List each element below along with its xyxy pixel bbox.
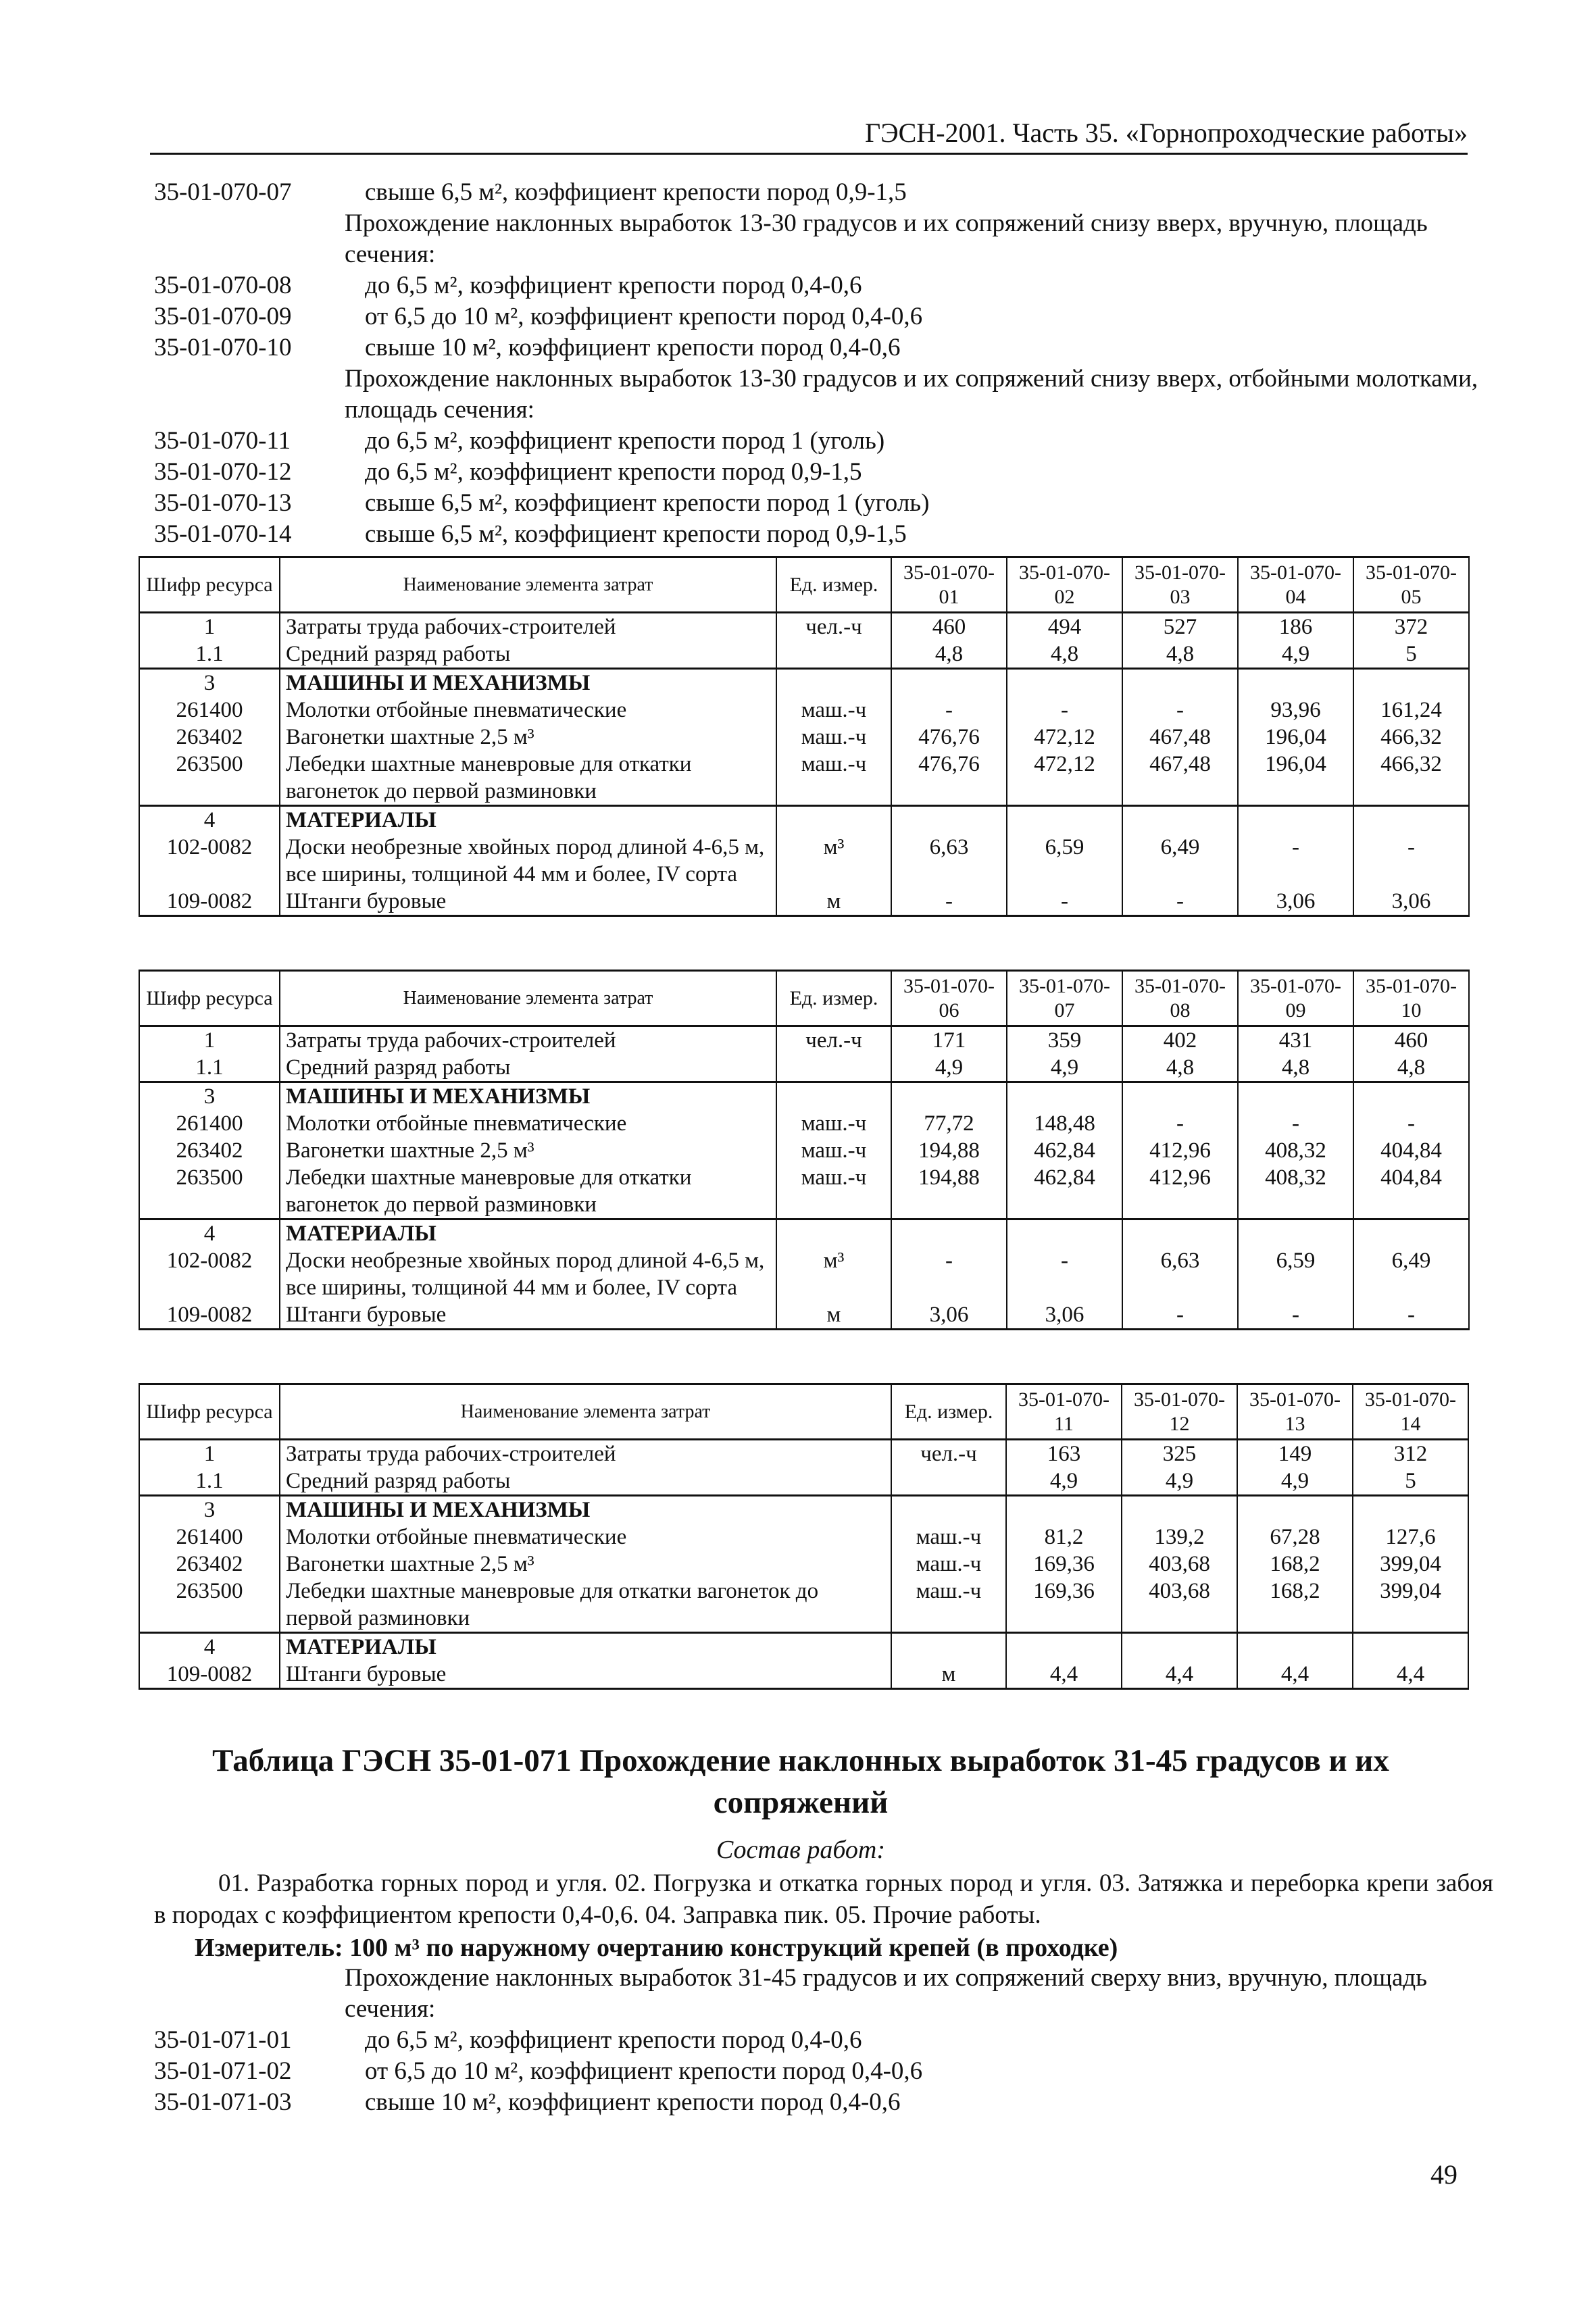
table-row bbox=[139, 640, 1469, 669]
column-header-name: Наименование элемента затрат bbox=[280, 557, 776, 613]
column-header-code: Шифр ресурса bbox=[139, 557, 280, 613]
cell-code: 263402 bbox=[139, 1137, 280, 1164]
cell-code: 261400 bbox=[139, 1524, 280, 1551]
cell-value: 4,4 bbox=[1122, 1661, 1237, 1689]
column-header-unit: Ед. измер. bbox=[776, 971, 891, 1026]
cell-value bbox=[1238, 806, 1353, 834]
cell-value: - bbox=[1122, 888, 1238, 916]
table-row bbox=[139, 1137, 1469, 1164]
cell-unit bbox=[776, 669, 891, 697]
cell-value: 127,6 bbox=[1353, 1524, 1468, 1551]
cell-unit: чел.-ч bbox=[891, 1440, 1006, 1468]
cell-code: 263500 bbox=[139, 751, 280, 806]
cell-unit bbox=[891, 1496, 1006, 1524]
cell-value: - bbox=[1353, 1110, 1469, 1137]
cell-value bbox=[1007, 669, 1122, 697]
cell-code: 263500 bbox=[139, 1578, 280, 1633]
item-code: 35-01-070-14 bbox=[154, 520, 292, 548]
cell-value: - bbox=[1007, 1247, 1122, 1301]
cell-value: - bbox=[891, 697, 1007, 724]
column-header-unit: Ед. измер. bbox=[776, 557, 891, 613]
cell-value: 472,12 bbox=[1007, 751, 1122, 806]
cell-value: 169,36 bbox=[1006, 1551, 1122, 1578]
cell-value: - bbox=[1007, 697, 1122, 724]
cell-value: 4,9 bbox=[1122, 1467, 1237, 1496]
cell-value: 476,76 bbox=[891, 751, 1007, 806]
table-row-group bbox=[139, 669, 1469, 806]
cell-value: 4,8 bbox=[1007, 640, 1122, 669]
item-group-heading: Прохождение наклонных выработок 13-30 градусов и их сопряжений снизу вверх, вручную, площадь сечения: bbox=[345, 209, 1428, 268]
cell-unit: маш.-ч bbox=[776, 1110, 891, 1137]
cell-value: - bbox=[1353, 1301, 1469, 1330]
cell-value bbox=[1353, 1219, 1469, 1248]
cell-value bbox=[891, 669, 1007, 697]
cell-value: 4,9 bbox=[1237, 1467, 1353, 1496]
cell-value: 408,32 bbox=[1238, 1137, 1353, 1164]
item-description: свыше 6,5 м², коэффициент крепости пород 0,9-1,5 bbox=[365, 520, 907, 548]
table-row bbox=[139, 1661, 1468, 1689]
cell-name: МАШИНЫ И МЕХАНИЗМЫ bbox=[280, 1496, 891, 1524]
item-group-heading: Прохождение наклонных выработок 31-45 градусов и их сопряжений сверху вниз, вручную, площадь сечения: bbox=[345, 1964, 1428, 2023]
cell-code: 261400 bbox=[139, 697, 280, 724]
cell-value: - bbox=[1238, 1110, 1353, 1137]
cell-value: 168,2 bbox=[1237, 1578, 1353, 1633]
cell-value: 4,9 bbox=[1007, 1054, 1122, 1082]
cell-name: Молотки отбойные пневматические bbox=[280, 1110, 776, 1137]
cell-value: 462,84 bbox=[1007, 1164, 1122, 1219]
table-row bbox=[139, 1026, 1469, 1055]
cell-value: 168,2 bbox=[1237, 1551, 1353, 1578]
cell-value bbox=[1122, 1633, 1237, 1661]
cell-code: 4 bbox=[139, 1219, 280, 1248]
item-code: 35-01-071-01 bbox=[154, 2026, 292, 2054]
column-header-norm: 35-01-070-12 bbox=[1122, 1384, 1237, 1440]
table-row bbox=[139, 888, 1469, 916]
item-code: 35-01-070-11 bbox=[154, 427, 291, 455]
cell-value bbox=[891, 1219, 1007, 1248]
cell-unit: чел.-ч bbox=[776, 1026, 891, 1055]
column-header-norm: 35-01-070-06 bbox=[891, 971, 1007, 1026]
cell-value: 412,96 bbox=[1122, 1137, 1238, 1164]
cell-code: 1.1 bbox=[139, 1467, 280, 1496]
cell-name: Затраты труда рабочих-строителей bbox=[280, 1440, 891, 1468]
cell-unit: чел.-ч bbox=[776, 613, 891, 641]
column-header-norm: 35-01-070-11 bbox=[1006, 1384, 1122, 1440]
cell-name: Средний разряд работы bbox=[280, 1467, 891, 1496]
composition-text: 01. Разработка горных пород и угля. 02. Погрузка и откатка горных пород и угля. 03. Затяжка и переборка крепи забоя в породах с коэффициентом крепости 0,4-0,6. 04. Заправка пик. 05. Прочие работы. bbox=[154, 1869, 1493, 1929]
item-description: до 6,5 м², коэффициент крепости пород 1 (уголь) bbox=[365, 427, 885, 455]
cell-name: Вагонетки шахтные 2,5 м³ bbox=[280, 724, 776, 751]
cell-value: 196,04 bbox=[1238, 724, 1353, 751]
cell-value bbox=[1006, 1496, 1122, 1524]
cell-value: - bbox=[1238, 1301, 1353, 1330]
cell-value: 3,06 bbox=[1238, 888, 1353, 916]
cell-name: Затраты труда рабочих-строителей bbox=[280, 1026, 776, 1055]
column-header-norm: 35-01-070-05 bbox=[1353, 557, 1469, 613]
cell-unit bbox=[776, 1082, 891, 1111]
column-header-norm: 35-01-070-09 bbox=[1238, 971, 1353, 1026]
cell-unit bbox=[891, 1633, 1006, 1661]
cell-value: 196,04 bbox=[1238, 751, 1353, 806]
table-row bbox=[139, 1247, 1469, 1301]
item-description: от 6,5 до 10 м², коэффициент крепости пород 0,4-0,6 bbox=[365, 2057, 923, 2085]
cell-value bbox=[1238, 669, 1353, 697]
cell-value bbox=[1007, 806, 1122, 834]
cell-value: - bbox=[1122, 697, 1238, 724]
cell-code: 263402 bbox=[139, 1551, 280, 1578]
cell-unit: маш.-ч bbox=[776, 1137, 891, 1164]
cell-value: 6,49 bbox=[1353, 1247, 1469, 1301]
item-description: свыше 10 м², коэффициент крепости пород 0,4-0,6 bbox=[365, 334, 901, 361]
cell-name: Штанги буровые bbox=[280, 1661, 891, 1689]
cell-code: 1.1 bbox=[139, 1054, 280, 1082]
cell-value bbox=[1353, 1082, 1469, 1111]
table-row-group bbox=[139, 1082, 1469, 1219]
item-group-heading: Прохождение наклонных выработок 13-30 градусов и их сопряжений снизу вверх, отбойными молотками, площадь сечения: bbox=[345, 365, 1478, 424]
cell-name: Лебедки шахтные маневровые для откатки вагонеток до первой разминовки bbox=[280, 1578, 891, 1633]
cell-name: Лебедки шахтные маневровые для откатки вагонеток до первой разминовки bbox=[280, 1164, 776, 1219]
item-code: 35-01-070-08 bbox=[154, 272, 292, 299]
cell-name: МАТЕРИАЛЫ bbox=[280, 1633, 891, 1661]
cell-value: 4,9 bbox=[1006, 1467, 1122, 1496]
cell-name: Штанги буровые bbox=[280, 888, 776, 916]
cell-value bbox=[1122, 669, 1238, 697]
table-row bbox=[139, 1578, 1468, 1633]
table-row-group bbox=[139, 1496, 1468, 1633]
cell-value: 472,12 bbox=[1007, 724, 1122, 751]
column-header-name: Наименование элемента затрат bbox=[280, 1384, 891, 1440]
cell-value: 466,32 bbox=[1353, 724, 1469, 751]
table-row bbox=[139, 1219, 1469, 1248]
cell-value: - bbox=[1238, 834, 1353, 888]
column-header-name: Наименование элемента затрат bbox=[280, 971, 776, 1026]
resource-table bbox=[139, 1383, 1469, 1690]
cell-code: 261400 bbox=[139, 1110, 280, 1137]
composition-heading: Состав работ: bbox=[716, 1836, 886, 1864]
cell-value: 194,88 bbox=[891, 1164, 1007, 1219]
cell-value: 4,8 bbox=[1122, 640, 1238, 669]
item-description: свыше 10 м², коэффициент крепости пород 0,4-0,6 bbox=[365, 2088, 901, 2116]
item-description: свыше 6,5 м², коэффициент крепости пород 0,9-1,5 bbox=[365, 178, 907, 206]
cell-value bbox=[1237, 1633, 1353, 1661]
table-row bbox=[139, 834, 1469, 888]
resource-table bbox=[139, 970, 1470, 1330]
cell-value: 6,63 bbox=[1122, 1247, 1238, 1301]
cell-unit: маш.-ч bbox=[776, 751, 891, 806]
column-header-norm: 35-01-070-01 bbox=[891, 557, 1007, 613]
cell-unit bbox=[891, 1467, 1006, 1496]
cell-value: 3,06 bbox=[1007, 1301, 1122, 1330]
cell-value: 6,59 bbox=[1238, 1247, 1353, 1301]
cell-value: - bbox=[891, 888, 1007, 916]
page-header: ГЭСН-2001. Часть 35. «Горнопроходческие работы» bbox=[150, 114, 1468, 155]
cell-value: 467,48 bbox=[1122, 751, 1238, 806]
cell-value: 412,96 bbox=[1122, 1164, 1238, 1219]
cell-name: МАТЕРИАЛЫ bbox=[280, 806, 776, 834]
cell-name: МАШИНЫ И МЕХАНИЗМЫ bbox=[280, 1082, 776, 1111]
cell-name: Доски необрезные хвойных пород длиной 4-6,5 м, все ширины, толщиной 44 мм и более, IV сорта bbox=[280, 1247, 776, 1301]
cell-value: 6,49 bbox=[1122, 834, 1238, 888]
cell-value bbox=[1122, 1496, 1237, 1524]
column-header-norm: 35-01-070-07 bbox=[1007, 971, 1122, 1026]
resource-table bbox=[139, 556, 1470, 917]
cell-value: 139,2 bbox=[1122, 1524, 1237, 1551]
table-row bbox=[139, 1110, 1469, 1137]
table-row bbox=[139, 1054, 1469, 1082]
cell-value: 404,84 bbox=[1353, 1137, 1469, 1164]
cell-value: 3,06 bbox=[1353, 888, 1469, 916]
item-description: свыше 6,5 м², коэффициент крепости пород 1 (уголь) bbox=[365, 489, 930, 517]
cell-code: 102-0082 bbox=[139, 1247, 280, 1301]
column-header-code: Шифр ресурса bbox=[139, 1384, 280, 1440]
table-row bbox=[139, 1633, 1468, 1661]
cell-name: Молотки отбойные пневматические bbox=[280, 1524, 891, 1551]
cell-value bbox=[1007, 1082, 1122, 1111]
cell-value: 4,8 bbox=[1238, 1054, 1353, 1082]
cell-value: 4,8 bbox=[891, 640, 1007, 669]
cell-value: - bbox=[1353, 834, 1469, 888]
table-row bbox=[139, 1524, 1468, 1551]
cell-value: - bbox=[1007, 888, 1122, 916]
column-header-code: Шифр ресурса bbox=[139, 971, 280, 1026]
cell-value bbox=[1006, 1633, 1122, 1661]
cell-value: 402 bbox=[1122, 1026, 1238, 1055]
cell-value: 5 bbox=[1353, 640, 1469, 669]
cell-value: 161,24 bbox=[1353, 697, 1469, 724]
table-row bbox=[139, 1082, 1469, 1111]
column-header-norm: 35-01-070-04 bbox=[1238, 557, 1353, 613]
cell-unit bbox=[776, 1054, 891, 1082]
cell-unit bbox=[776, 806, 891, 834]
cell-value: 186 bbox=[1238, 613, 1353, 641]
cell-value: 4,4 bbox=[1006, 1661, 1122, 1689]
cell-unit: маш.-ч bbox=[891, 1578, 1006, 1633]
column-header-norm: 35-01-070-03 bbox=[1122, 557, 1238, 613]
cell-value: 169,36 bbox=[1006, 1578, 1122, 1633]
table-row bbox=[139, 1551, 1468, 1578]
table-row bbox=[139, 697, 1469, 724]
cell-name: Средний разряд работы bbox=[280, 640, 776, 669]
cell-value: - bbox=[891, 1247, 1007, 1301]
cell-name: Молотки отбойные пневматические bbox=[280, 697, 776, 724]
cell-name: Вагонетки шахтные 2,5 м³ bbox=[280, 1137, 776, 1164]
cell-unit: маш.-ч bbox=[776, 1164, 891, 1219]
table-row bbox=[139, 1467, 1468, 1496]
cell-code: 1.1 bbox=[139, 640, 280, 669]
cell-code: 1 bbox=[139, 1026, 280, 1055]
cell-value: 460 bbox=[891, 613, 1007, 641]
cell-code: 1 bbox=[139, 613, 280, 641]
item-code: 35-01-070-13 bbox=[154, 489, 292, 517]
cell-value bbox=[1237, 1496, 1353, 1524]
cell-code: 109-0082 bbox=[139, 888, 280, 916]
cell-value: - bbox=[1122, 1110, 1238, 1137]
cell-value: 460 bbox=[1353, 1026, 1469, 1055]
cell-value: 149 bbox=[1237, 1440, 1353, 1468]
column-header-norm: 35-01-070-02 bbox=[1007, 557, 1122, 613]
cell-value: 194,88 bbox=[891, 1137, 1007, 1164]
cell-value bbox=[1238, 1219, 1353, 1248]
cell-name: Вагонетки шахтные 2,5 м³ bbox=[280, 1551, 891, 1578]
cell-unit: маш.-ч bbox=[776, 697, 891, 724]
table-row bbox=[139, 724, 1469, 751]
cell-value: 4,9 bbox=[891, 1054, 1007, 1082]
cell-unit: м bbox=[891, 1661, 1006, 1689]
cell-value bbox=[1238, 1082, 1353, 1111]
cell-code: 109-0082 bbox=[139, 1661, 280, 1689]
cell-name: Затраты труда рабочих-строителей bbox=[280, 613, 776, 641]
cell-value: 494 bbox=[1007, 613, 1122, 641]
cell-unit: маш.-ч bbox=[891, 1524, 1006, 1551]
cell-name: МАТЕРИАЛЫ bbox=[280, 1219, 776, 1248]
cell-value: 399,04 bbox=[1353, 1551, 1468, 1578]
table-row-group bbox=[139, 1633, 1468, 1689]
column-header-norm: 35-01-070-10 bbox=[1353, 971, 1469, 1026]
table-row bbox=[139, 613, 1469, 641]
item-code: 35-01-070-12 bbox=[154, 458, 292, 486]
cell-unit bbox=[776, 1219, 891, 1248]
cell-value: 4,8 bbox=[1353, 1054, 1469, 1082]
cell-value bbox=[1353, 1633, 1468, 1661]
table-row bbox=[139, 669, 1469, 697]
cell-name: Штанги буровые bbox=[280, 1301, 776, 1330]
cell-value: 527 bbox=[1122, 613, 1238, 641]
cell-name: Доски необрезные хвойных пород длиной 4-6,5 м, все ширины, толщиной 44 мм и более, IV сорта bbox=[280, 834, 776, 888]
table-row-group bbox=[139, 806, 1469, 916]
item-code: 35-01-070-07 bbox=[154, 178, 292, 206]
cell-code: 102-0082 bbox=[139, 834, 280, 888]
table-row bbox=[139, 751, 1469, 806]
cell-value bbox=[1007, 1219, 1122, 1248]
cell-unit: м bbox=[776, 888, 891, 916]
cell-code: 263500 bbox=[139, 1164, 280, 1219]
cell-value: 67,28 bbox=[1237, 1524, 1353, 1551]
item-description: до 6,5 м², коэффициент крепости пород 0,4-0,6 bbox=[365, 272, 862, 299]
table-row bbox=[139, 806, 1469, 834]
item-description: от 6,5 до 10 м², коэффициент крепости пород 0,4-0,6 bbox=[365, 303, 923, 330]
cell-code: 1 bbox=[139, 1440, 280, 1468]
cell-code: 109-0082 bbox=[139, 1301, 280, 1330]
table-row-group bbox=[139, 613, 1469, 669]
table-row-group bbox=[139, 1440, 1468, 1496]
cell-value: 325 bbox=[1122, 1440, 1237, 1468]
table-row-group bbox=[139, 1026, 1469, 1082]
cell-value: 399,04 bbox=[1353, 1578, 1468, 1633]
cell-value: 359 bbox=[1007, 1026, 1122, 1055]
cell-value bbox=[1353, 669, 1469, 697]
cell-value bbox=[1122, 806, 1238, 834]
cell-value: 4,8 bbox=[1122, 1054, 1238, 1082]
cell-value: 403,68 bbox=[1122, 1551, 1237, 1578]
cell-unit: маш.-ч bbox=[891, 1551, 1006, 1578]
cell-value bbox=[1353, 806, 1469, 834]
cell-value: - bbox=[1122, 1301, 1238, 1330]
cell-name: МАШИНЫ И МЕХАНИЗМЫ bbox=[280, 669, 776, 697]
cell-value: 4,9 bbox=[1238, 640, 1353, 669]
cell-value: 476,76 bbox=[891, 724, 1007, 751]
cell-name: Средний разряд работы bbox=[280, 1054, 776, 1082]
column-header-norm: 35-01-070-08 bbox=[1122, 971, 1238, 1026]
cell-value: 462,84 bbox=[1007, 1137, 1122, 1164]
cell-value: 4,4 bbox=[1353, 1661, 1468, 1689]
item-code: 35-01-070-10 bbox=[154, 334, 292, 361]
cell-value: 81,2 bbox=[1006, 1524, 1122, 1551]
cell-value: 372 bbox=[1353, 613, 1469, 641]
cell-code: 3 bbox=[139, 1082, 280, 1111]
cell-value: 5 bbox=[1353, 1467, 1468, 1496]
cell-value: 6,63 bbox=[891, 834, 1007, 888]
cell-value: 163 bbox=[1006, 1440, 1122, 1468]
column-header-norm: 35-01-070-14 bbox=[1353, 1384, 1468, 1440]
cell-value: 171 bbox=[891, 1026, 1007, 1055]
cell-value bbox=[891, 806, 1007, 834]
item-code: 35-01-071-03 bbox=[154, 2088, 292, 2116]
cell-value: 403,68 bbox=[1122, 1578, 1237, 1633]
cell-value: 93,96 bbox=[1238, 697, 1353, 724]
cell-unit: м³ bbox=[776, 834, 891, 888]
item-code: 35-01-071-02 bbox=[154, 2057, 292, 2085]
item-description: до 6,5 м², коэффициент крепости пород 0,9-1,5 bbox=[365, 458, 862, 486]
page-number: 49 bbox=[1430, 2159, 1457, 2190]
table-row bbox=[139, 1440, 1468, 1468]
item-code: 35-01-070-09 bbox=[154, 303, 292, 330]
cell-code: 3 bbox=[139, 1496, 280, 1524]
cell-name: Лебедки шахтные маневровые для откатки вагонеток до первой разминовки bbox=[280, 751, 776, 806]
cell-unit: м³ bbox=[776, 1247, 891, 1301]
cell-value bbox=[1122, 1082, 1238, 1111]
section-title: Таблица ГЭСН 35-01-071 Прохождение наклонных выработок 31-45 градусов и их сопряжений bbox=[212, 1743, 1389, 1820]
cell-code: 4 bbox=[139, 806, 280, 834]
cell-code: 3 bbox=[139, 669, 280, 697]
item-description: до 6,5 м², коэффициент крепости пород 0,4-0,6 bbox=[365, 2026, 862, 2054]
cell-value: 466,32 bbox=[1353, 751, 1469, 806]
cell-unit: маш.-ч bbox=[776, 724, 891, 751]
cell-value: 408,32 bbox=[1238, 1164, 1353, 1219]
cell-value: 6,59 bbox=[1007, 834, 1122, 888]
cell-value: 312 bbox=[1353, 1440, 1468, 1468]
column-header-unit: Ед. измер. bbox=[891, 1384, 1006, 1440]
cell-value: 77,72 bbox=[891, 1110, 1007, 1137]
column-header-norm: 35-01-070-13 bbox=[1237, 1384, 1353, 1440]
measure-unit: Измеритель: 100 м³ по наружному очертанию конструкций крепей (в проходке) bbox=[195, 1934, 1118, 1962]
cell-unit bbox=[776, 640, 891, 669]
table-row bbox=[139, 1301, 1469, 1330]
cell-value bbox=[891, 1082, 1007, 1111]
cell-code: 4 bbox=[139, 1633, 280, 1661]
cell-value: 467,48 bbox=[1122, 724, 1238, 751]
cell-unit: м bbox=[776, 1301, 891, 1330]
table-row bbox=[139, 1164, 1469, 1219]
cell-value: 3,06 bbox=[891, 1301, 1007, 1330]
cell-value: 4,4 bbox=[1237, 1661, 1353, 1689]
table-row bbox=[139, 1496, 1468, 1524]
cell-value: 148,48 bbox=[1007, 1110, 1122, 1137]
cell-value bbox=[1353, 1496, 1468, 1524]
cell-value: 431 bbox=[1238, 1026, 1353, 1055]
cell-value: 404,84 bbox=[1353, 1164, 1469, 1219]
table-row-group bbox=[139, 1219, 1469, 1330]
cell-code: 263402 bbox=[139, 724, 280, 751]
cell-value bbox=[1122, 1219, 1238, 1248]
